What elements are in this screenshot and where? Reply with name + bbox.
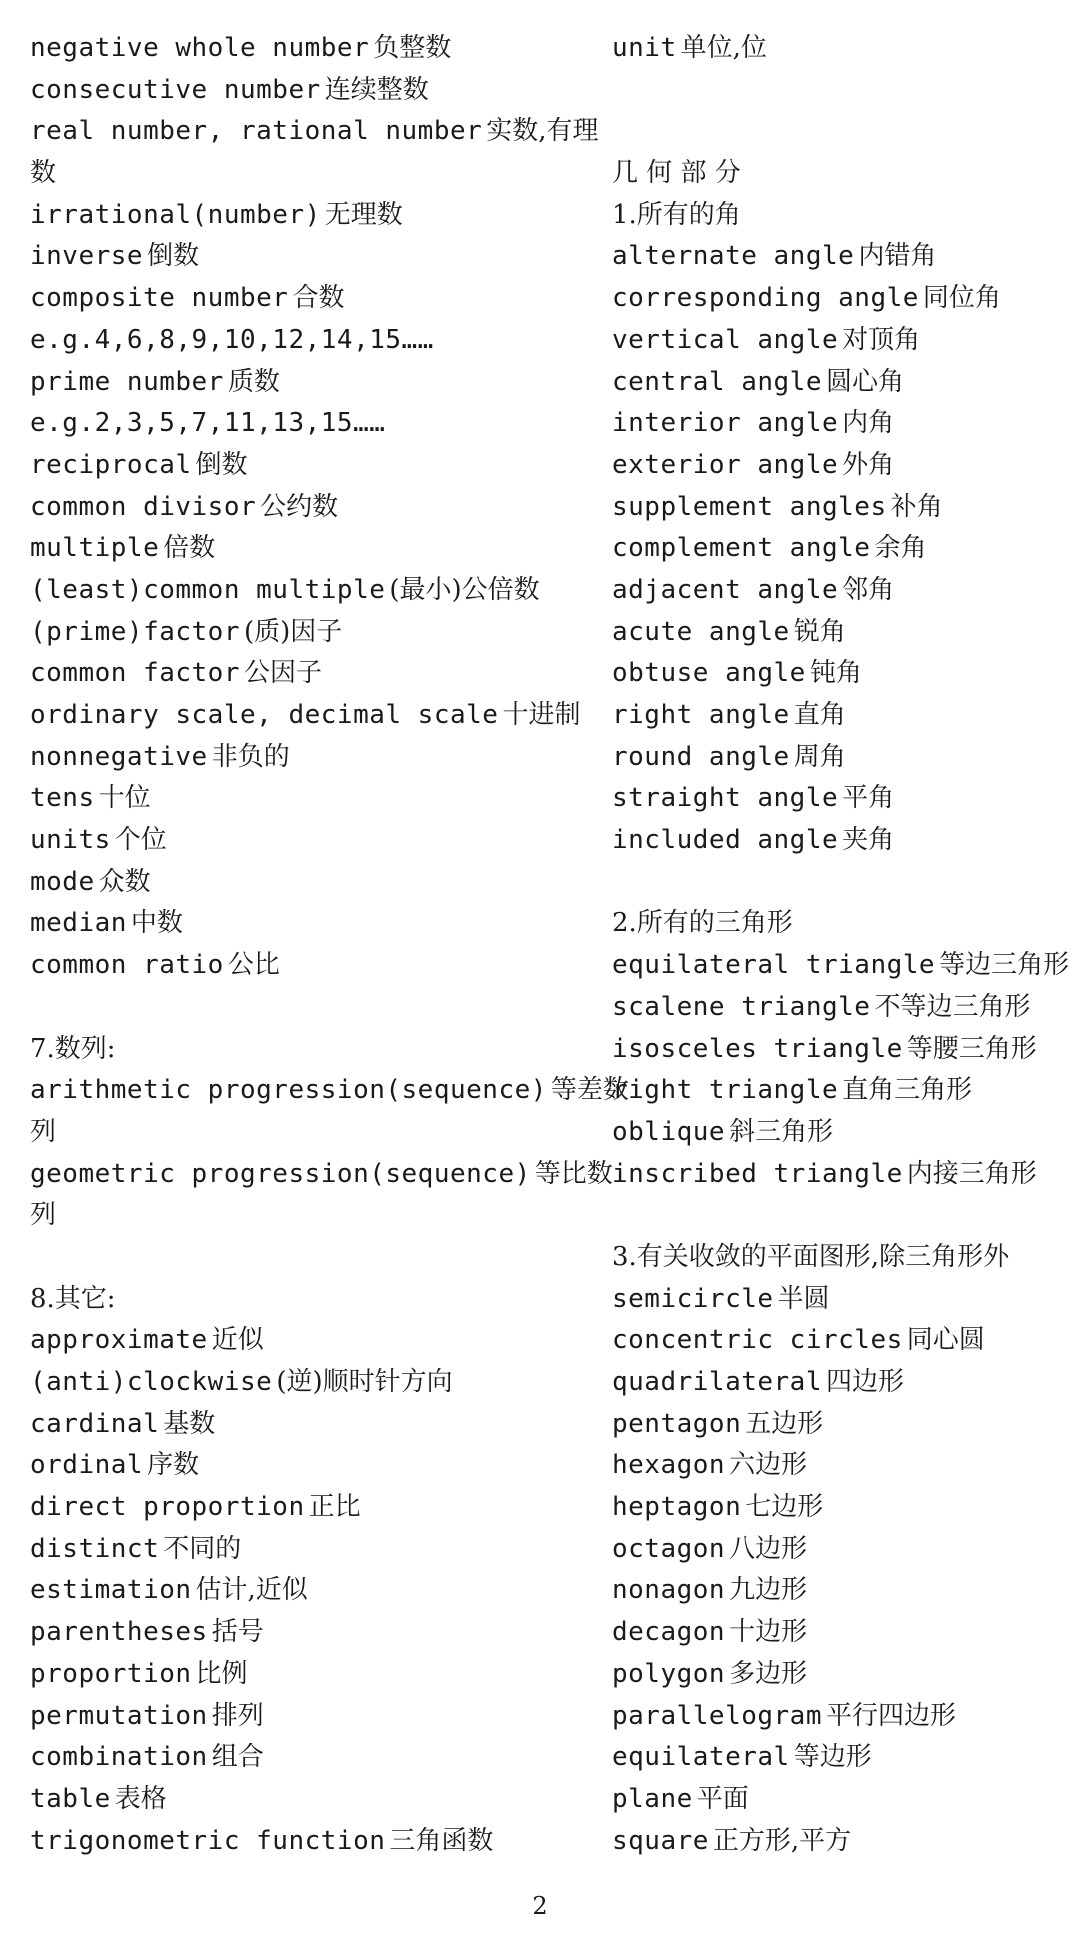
chinese-term: 邻角 <box>842 574 895 605</box>
english-term: obtuse angle <box>612 658 806 689</box>
vocab-entry <box>612 28 1067 70</box>
chinese-term: 锐角 <box>793 616 846 647</box>
english-term: pentagon <box>612 1408 742 1439</box>
english-term: alternate angle <box>612 241 855 272</box>
chinese-term: 直角三角形 <box>842 1075 973 1106</box>
vocab-entry <box>612 1696 1067 1738</box>
chinese-term: 括号 <box>211 1617 264 1648</box>
chinese-term: 内接三角形 <box>906 1158 1037 1189</box>
chinese-term: 平角 <box>842 783 895 814</box>
vocab-entry <box>612 695 1067 737</box>
chinese-term: 斜三角形 <box>729 1116 834 1147</box>
english-term: common ratio <box>30 950 224 981</box>
page-number: 2 <box>532 1892 548 1920</box>
chinese-term: (最小)公倍数 <box>389 574 540 605</box>
english-term: heptagon <box>612 1492 742 1523</box>
english-term: supplement angles <box>612 491 887 522</box>
english-term: octagon <box>612 1533 726 1564</box>
vocab-entry <box>612 487 1067 529</box>
vocab-entry <box>612 778 1067 820</box>
english-term: vertical angle <box>612 324 839 355</box>
vocab-entry <box>612 945 1070 987</box>
english-term: isosceles triangle <box>612 1033 903 1064</box>
chinese-term: 等差数 <box>550 1075 629 1106</box>
vocab-entry <box>612 653 1067 695</box>
english-term: common factor <box>30 658 240 689</box>
vocab-entry <box>30 612 590 654</box>
english-term: common divisor <box>30 491 257 522</box>
vocab-entry <box>30 1404 590 1446</box>
vocab-entry <box>612 236 1067 278</box>
english-term: irrational(number) <box>30 199 321 230</box>
english-term: complement angle <box>612 533 871 564</box>
vocab-entry <box>30 1737 590 1779</box>
chinese-term: 半圆 <box>777 1283 830 1314</box>
vocab-entry <box>30 1696 590 1738</box>
english-term: estimation <box>30 1575 192 1606</box>
section-heading: 1.所有的角 <box>612 199 741 230</box>
vocab-entry <box>30 820 590 862</box>
english-term: parallelogram <box>612 1700 822 1731</box>
blank-line <box>30 987 590 1029</box>
chinese-term: 十进制 <box>502 700 581 730</box>
blank-line <box>612 70 1067 112</box>
section-heading: 7.数列: <box>30 1033 116 1064</box>
english-term: equilateral triangle <box>612 950 936 981</box>
chinese-term: 不等边三角形 <box>874 991 1031 1022</box>
english-term: quadrilateral <box>612 1367 822 1397</box>
english-term: prime number <box>30 366 224 397</box>
chinese-term: 无理数 <box>324 199 403 230</box>
chinese-term: 内角 <box>842 408 895 439</box>
chinese-term: 基数 <box>163 1408 216 1439</box>
vocab-entry <box>612 528 1067 570</box>
vocab-entry <box>30 111 599 153</box>
chinese-term: 非负的 <box>211 741 290 772</box>
vocab-entry <box>30 278 590 320</box>
english-term: round angle <box>612 741 790 772</box>
english-term: plane <box>612 1783 693 1814</box>
vocab-entry <box>612 820 1067 862</box>
chinese-term: 倒数 <box>195 449 248 480</box>
english-term: direct proportion <box>30 1492 305 1523</box>
chinese-term: 序数 <box>147 1450 200 1481</box>
vocab-entry <box>30 1362 590 1404</box>
chinese-term: (质)因子 <box>244 616 343 647</box>
chinese-term: 九边形 <box>729 1575 808 1606</box>
vocab-entry <box>30 320 590 362</box>
chinese-term: 正比 <box>308 1492 361 1523</box>
chinese-term: 等边形 <box>793 1742 872 1773</box>
vocab-entry <box>30 1487 590 1529</box>
english-term: combination <box>30 1742 208 1773</box>
chinese-term: 倍数 <box>163 533 216 564</box>
vocab-entry <box>612 1737 1067 1779</box>
english-term: scalene triangle <box>612 991 871 1022</box>
chinese-term: 同心圆 <box>906 1325 985 1356</box>
vocab-entry <box>612 1612 1067 1654</box>
vocab-entry <box>612 1279 1067 1321</box>
chinese-term: 直角 <box>793 700 846 730</box>
english-term: inscribed triangle <box>612 1158 903 1189</box>
english-term: concentric circles <box>612 1325 903 1356</box>
vocab-entry <box>30 570 590 612</box>
chinese-term: 八边形 <box>729 1533 808 1564</box>
vocab-entry <box>30 1612 590 1654</box>
vocab-entry <box>30 1779 590 1821</box>
chinese-term: 等边三角形 <box>939 950 1070 981</box>
vocab-entry <box>30 903 590 945</box>
english-term: distinct <box>30 1533 160 1564</box>
chinese-term: 质数 <box>227 366 280 397</box>
section-heading: 2.所有的三角形 <box>612 908 793 939</box>
section-heading: 8.其它: <box>30 1283 116 1314</box>
vocab-entry <box>30 737 590 779</box>
section-heading: 3.有关收敛的平面图形,除三角形外 <box>612 1241 1010 1272</box>
vocab-entry <box>612 1529 1067 1571</box>
english-term: consecutive number <box>30 74 321 105</box>
vocab-entry <box>612 737 1067 779</box>
chinese-term: (逆)顺时针方向 <box>276 1367 453 1397</box>
vocab-entry <box>30 445 590 487</box>
chinese-term: 夹角 <box>842 825 895 856</box>
chinese-term: 负整数 <box>373 33 452 63</box>
chinese-term: 组合 <box>211 1742 264 1773</box>
english-term: adjacent angle <box>612 574 839 605</box>
english-term: inverse <box>30 241 144 272</box>
vocab-entry <box>612 612 1067 654</box>
english-term: ordinal <box>30 1450 144 1481</box>
english-term: units <box>30 825 111 856</box>
english-term: oblique <box>612 1116 726 1147</box>
vocab-entry <box>30 236 590 278</box>
vocab-entry <box>612 320 1067 362</box>
vocab-entry <box>612 1320 1067 1362</box>
english-term: table <box>30 1783 111 1814</box>
chinese-term: 表格 <box>114 1783 167 1814</box>
vocab-entry <box>30 1529 590 1571</box>
chinese-term: 正方形,平方 <box>712 1825 852 1856</box>
vocab-entry <box>612 1487 1067 1529</box>
english-term: decagon <box>612 1617 726 1648</box>
english-term: (least)common multiple <box>30 574 386 605</box>
vocab-entry <box>30 1445 590 1487</box>
english-term: acute angle <box>612 616 790 647</box>
english-term: equilateral <box>612 1742 790 1773</box>
chinese-term: 周角 <box>793 741 846 772</box>
vocab-entry <box>612 1112 1067 1154</box>
english-term: square <box>612 1825 709 1856</box>
chinese-term: 内错角 <box>858 241 937 272</box>
english-term: approximate <box>30 1325 208 1356</box>
english-term: nonagon <box>612 1575 726 1606</box>
vocab-entry <box>612 362 1067 404</box>
chinese-term: 连续整数 <box>324 74 429 105</box>
chinese-term: 个位 <box>114 825 167 856</box>
chinese-term: 补角 <box>890 491 943 522</box>
chinese-term-continued: 列 <box>30 1200 57 1231</box>
vocab-entry <box>612 570 1067 612</box>
english-term: composite number <box>30 283 289 314</box>
chinese-term: 等比数 <box>534 1158 613 1189</box>
chinese-term: 公比 <box>227 950 280 981</box>
chinese-term: 同位角 <box>922 283 1001 314</box>
chinese-term: 近似 <box>211 1325 264 1356</box>
vocab-entry <box>30 862 590 904</box>
chinese-term: 十位 <box>98 783 151 814</box>
chinese-term: 比例 <box>195 1658 248 1689</box>
english-term: straight angle <box>612 783 839 814</box>
english-term: polygon <box>612 1658 726 1689</box>
vocab-entry <box>612 1779 1067 1821</box>
vocab-entry <box>612 1029 1067 1071</box>
left-column <box>30 28 629 1862</box>
chinese-term: 余角 <box>874 533 927 564</box>
chinese-term: 三角函数 <box>389 1825 494 1856</box>
english-term: (prime)factor <box>30 616 240 647</box>
vocab-entry <box>30 945 590 987</box>
english-term: e.g.2,3,5,7,11,13,15…… <box>30 408 386 439</box>
chinese-term: 四边形 <box>826 1367 905 1397</box>
chinese-term: 公约数 <box>260 491 339 522</box>
vocab-entry <box>30 1154 613 1196</box>
english-term: parentheses <box>30 1617 208 1648</box>
chinese-term: 外角 <box>842 449 895 480</box>
chinese-term: 公因子 <box>244 658 323 689</box>
english-term: median <box>30 908 127 939</box>
section-heading: 几 何 部 分 <box>612 158 741 189</box>
chinese-term: 圆心角 <box>826 366 905 397</box>
vocab-entry <box>30 28 590 70</box>
chinese-term: 多边形 <box>729 1658 808 1689</box>
vocab-entry <box>612 278 1067 320</box>
english-term: tens <box>30 783 95 814</box>
english-term: right triangle <box>612 1075 839 1106</box>
english-term: reciprocal <box>30 449 192 480</box>
vocab-entry <box>30 695 590 737</box>
blank-line <box>612 862 1067 904</box>
chinese-term: 五边形 <box>745 1408 824 1439</box>
vocab-entry <box>612 403 1067 445</box>
vocab-entry <box>612 1070 1067 1112</box>
english-term: included angle <box>612 825 839 856</box>
chinese-term: 估计,近似 <box>195 1575 308 1606</box>
english-term: permutation <box>30 1700 208 1731</box>
vocab-entry <box>30 1821 590 1863</box>
english-term: interior angle <box>612 408 839 439</box>
chinese-term: 实数,有理 <box>486 116 599 147</box>
chinese-term: 等腰三角形 <box>906 1033 1037 1064</box>
chinese-term: 六边形 <box>729 1450 808 1481</box>
chinese-term: 平行四边形 <box>826 1700 957 1731</box>
vocab-entry <box>30 70 590 112</box>
english-term: trigonometric function <box>30 1825 386 1856</box>
english-term: exterior angle <box>612 449 839 480</box>
vocab-entry <box>30 487 590 529</box>
english-term: central angle <box>612 366 822 397</box>
english-term: real number, rational number <box>30 116 483 147</box>
blank-line <box>612 111 1067 153</box>
blank-line <box>612 1195 1067 1237</box>
english-term: right angle <box>612 700 790 730</box>
chinese-term-continued: 列 <box>30 1116 57 1147</box>
chinese-term: 钝角 <box>809 658 862 689</box>
english-term: (anti)clockwise <box>30 1367 273 1397</box>
vocab-entry <box>30 1320 590 1362</box>
chinese-term: 众数 <box>98 866 151 897</box>
chinese-term: 单位,位 <box>680 33 767 63</box>
english-term: semicircle <box>612 1283 774 1314</box>
right-column <box>612 28 1070 1862</box>
english-term: proportion <box>30 1658 192 1689</box>
vocab-entry <box>612 1404 1067 1446</box>
chinese-term: 七边形 <box>745 1492 824 1523</box>
vocab-entry <box>30 528 590 570</box>
vocab-entry <box>30 1654 590 1696</box>
vocab-entry <box>30 403 590 445</box>
vocab-entry <box>30 1570 590 1612</box>
vocab-entry <box>612 1570 1067 1612</box>
english-term: negative whole number <box>30 33 370 63</box>
chinese-term: 排列 <box>211 1700 264 1731</box>
chinese-term: 平面 <box>696 1783 749 1814</box>
english-term: nonnegative <box>30 741 208 772</box>
vocab-entry <box>30 1070 629 1112</box>
vocab-entry <box>30 362 590 404</box>
english-term: e.g.4,6,8,9,10,12,14,15…… <box>30 324 434 355</box>
english-term: unit <box>612 33 677 63</box>
blank-line <box>30 1237 590 1279</box>
vocab-entry <box>612 987 1067 1029</box>
english-term: cardinal <box>30 1408 160 1439</box>
vocab-entry <box>612 1821 1067 1863</box>
chinese-term: 对顶角 <box>842 324 921 355</box>
english-term: geometric progression(sequence) <box>30 1158 531 1189</box>
vocab-entry <box>612 1362 1067 1404</box>
english-term: ordinary scale, decimal scale <box>30 700 499 730</box>
vocab-entry <box>612 1154 1067 1196</box>
chinese-term: 十边形 <box>729 1617 808 1648</box>
vocab-entry <box>612 1445 1067 1487</box>
english-term: hexagon <box>612 1450 726 1481</box>
vocab-entry <box>612 1654 1067 1696</box>
vocab-entry <box>612 445 1067 487</box>
english-term: multiple <box>30 533 160 564</box>
vocab-entry <box>30 653 590 695</box>
chinese-term: 倒数 <box>147 241 200 272</box>
english-term: mode <box>30 866 95 897</box>
chinese-term-continued: 数 <box>30 158 57 189</box>
vocab-entry <box>30 778 590 820</box>
chinese-term: 不同的 <box>163 1533 242 1564</box>
english-term: corresponding angle <box>612 283 919 314</box>
vocab-entry <box>30 195 590 237</box>
chinese-term: 合数 <box>292 283 345 314</box>
english-term: arithmetic progression(sequence) <box>30 1075 547 1106</box>
chinese-term: 中数 <box>130 908 183 939</box>
